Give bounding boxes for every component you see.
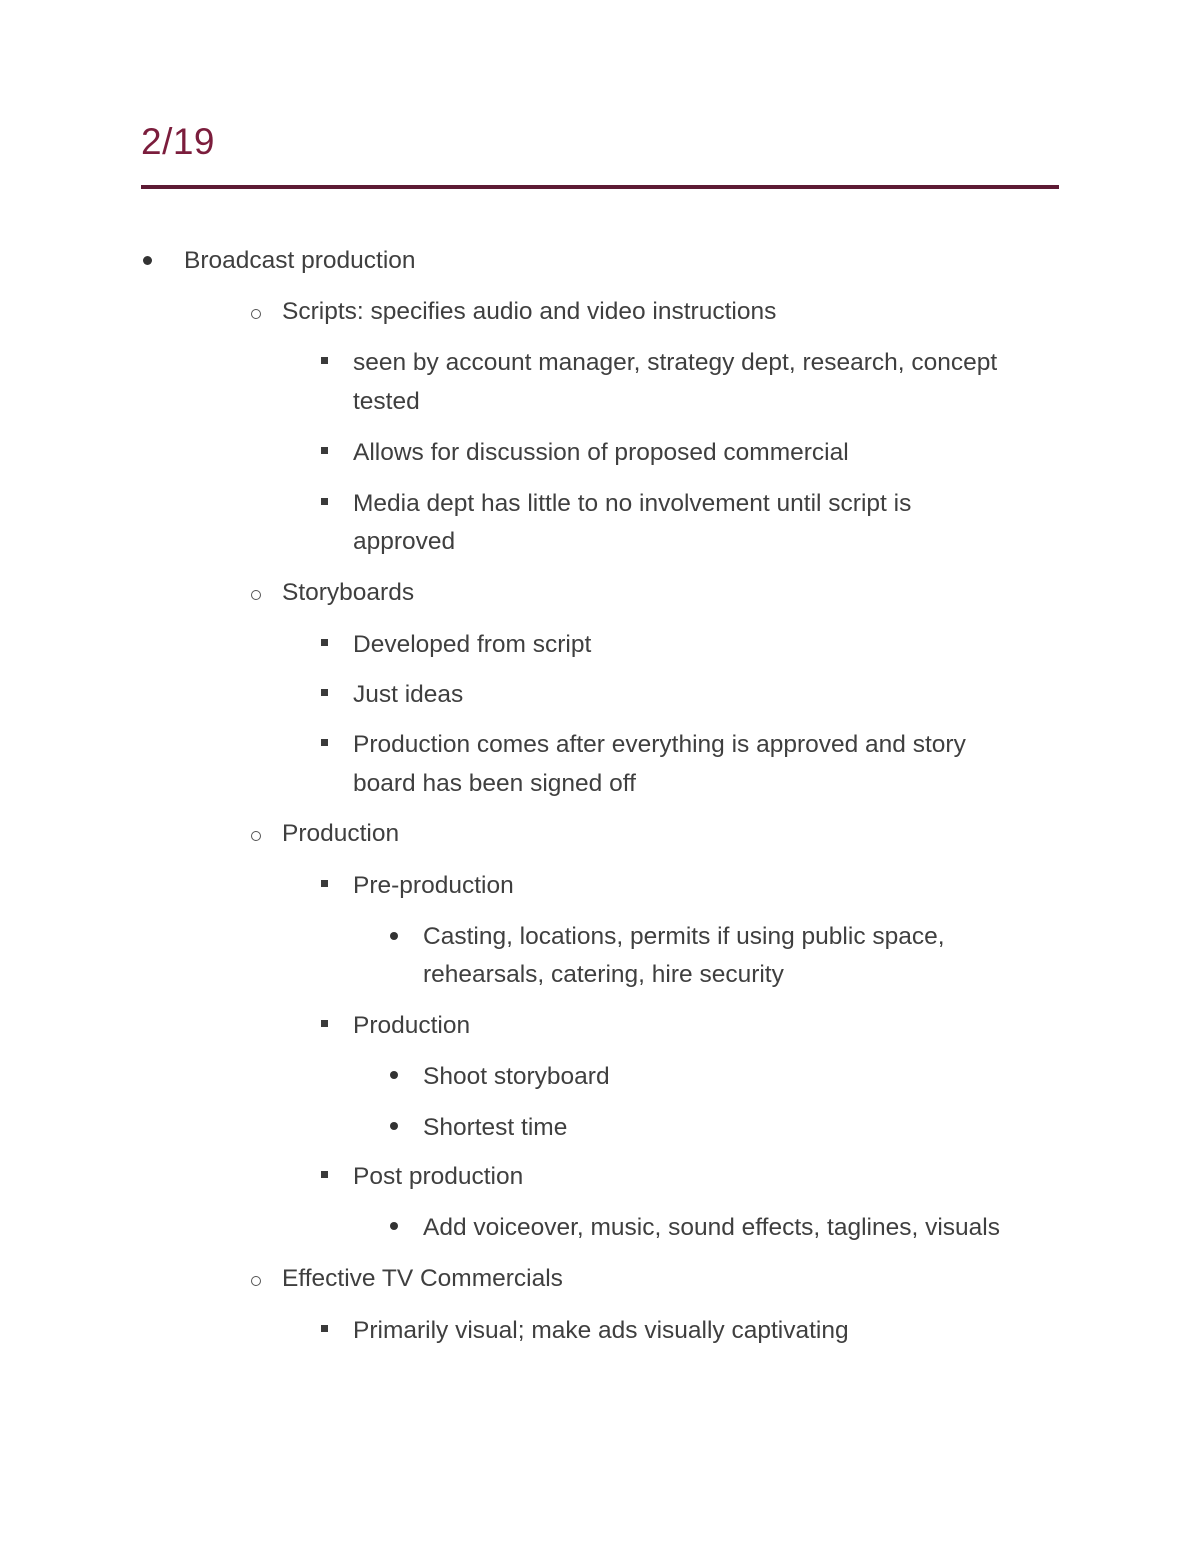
outline-item-pre-production: Pre-production xyxy=(353,872,514,899)
bullet-dot-icon xyxy=(390,1222,398,1230)
bullet-square-icon xyxy=(321,1020,328,1027)
bullet-square-icon xyxy=(321,689,328,696)
bullet-square-icon xyxy=(321,357,328,364)
outline-item-production-sub: Production xyxy=(353,1012,471,1039)
outline-item-scripts: Scripts: specifies audio and video instructions xyxy=(282,298,777,325)
outline-item-seen-by-continued: tested xyxy=(353,388,420,415)
outline-item-production-comes-after: Production comes after everything is approved and story xyxy=(353,731,966,758)
bullet-square-icon xyxy=(321,880,328,887)
outline-item-media-dept-continued: approved xyxy=(353,528,456,555)
bullet-dot-icon xyxy=(390,1122,398,1130)
bullet-square-icon xyxy=(321,1171,328,1178)
outline-item-developed-from-script: Developed from script xyxy=(353,631,592,658)
bullet-square-icon xyxy=(321,498,328,505)
bullet-circle-icon xyxy=(251,590,261,600)
outline-item-casting-continued: rehearsals, catering, hire security xyxy=(423,961,784,988)
outline-item-just-ideas: Just ideas xyxy=(353,681,464,708)
outline-item-add-voiceover: Add voiceover, music, sound effects, taglines, visuals xyxy=(423,1214,1000,1241)
outline-item-storyboards: Storyboards xyxy=(282,579,415,606)
bullet-dot-icon xyxy=(143,256,152,265)
outline-item-shoot-storyboard: Shoot storyboard xyxy=(423,1063,610,1090)
bullet-square-icon xyxy=(321,1325,328,1332)
outline-item-allows-discussion: Allows for discussion of proposed commercial xyxy=(353,439,849,466)
bullet-circle-icon xyxy=(251,1276,261,1286)
outline-item-casting: Casting, locations, permits if using public space, xyxy=(423,923,945,950)
bullet-circle-icon xyxy=(251,831,261,841)
title-underline xyxy=(141,185,1059,189)
bullet-square-icon xyxy=(321,447,328,454)
bullet-dot-icon xyxy=(390,1071,398,1079)
bullet-square-icon xyxy=(321,639,328,646)
page-title: 2/19 xyxy=(141,121,216,162)
bullet-dot-icon xyxy=(390,932,398,940)
outline-item-primarily-visual: Primarily visual; make ads visually captivating xyxy=(353,1317,849,1344)
bullet-circle-icon xyxy=(251,309,261,319)
outline-item-production-comes-after-continued: board has been signed off xyxy=(353,770,636,797)
outline-item-production: Production xyxy=(282,820,400,847)
outline-item-broadcast-production: Broadcast production xyxy=(184,247,416,274)
outline-item-effective-tv-commercials: Effective TV Commercials xyxy=(282,1265,563,1292)
outline-item-seen-by: seen by account manager, strategy dept, research, concept xyxy=(353,349,998,376)
outline-item-shortest-time: Shortest time xyxy=(423,1114,568,1141)
outline-item-post-production: Post production xyxy=(353,1163,524,1190)
outline-item-media-dept: Media dept has little to no involvement until script is xyxy=(353,490,912,517)
bullet-square-icon xyxy=(321,739,328,746)
